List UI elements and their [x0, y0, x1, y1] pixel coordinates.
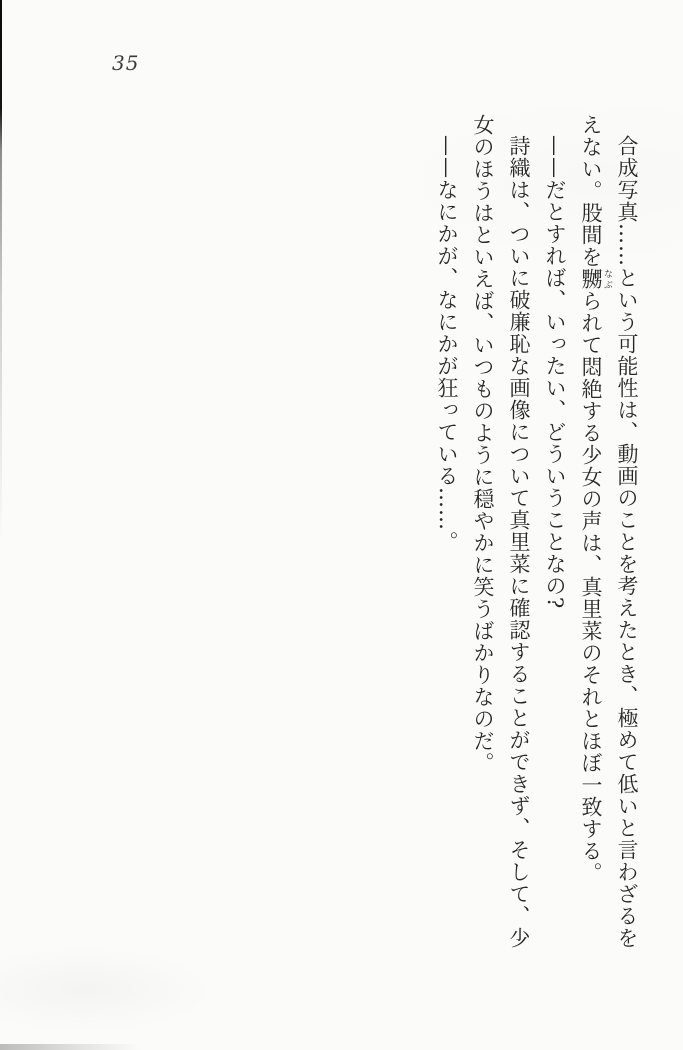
vertical-text-block [429, 114, 645, 951]
scan-smudge-artifact [0, 1044, 140, 1050]
paragraph: 合成写真……という可能性は、動画のことを考えたとき、極めて低いと言わざるをえない。股間を嬲 なぶられて悶絶する少女の声は、真里菜のそれとほぼ一致する。 [579, 114, 639, 949]
furigana-text: なぶ [602, 268, 612, 290]
paragraph: ——だとすれば、いったい、どういうことなの? [543, 135, 567, 610]
page-number: 35 [112, 51, 140, 75]
paragraph: ——なにかが、なにかが狂っている……。 [435, 135, 459, 553]
paragraph: 詩織は、ついに破廉恥な画像について真里菜に確認することができず、そして、少女のほうはといえば、いつものように穏やかに笑うばかりなのだ。 [471, 114, 531, 949]
scan-edge-artifact [0, 0, 2, 540]
furigana-ruby: 嬲 なぶ [579, 268, 612, 290]
